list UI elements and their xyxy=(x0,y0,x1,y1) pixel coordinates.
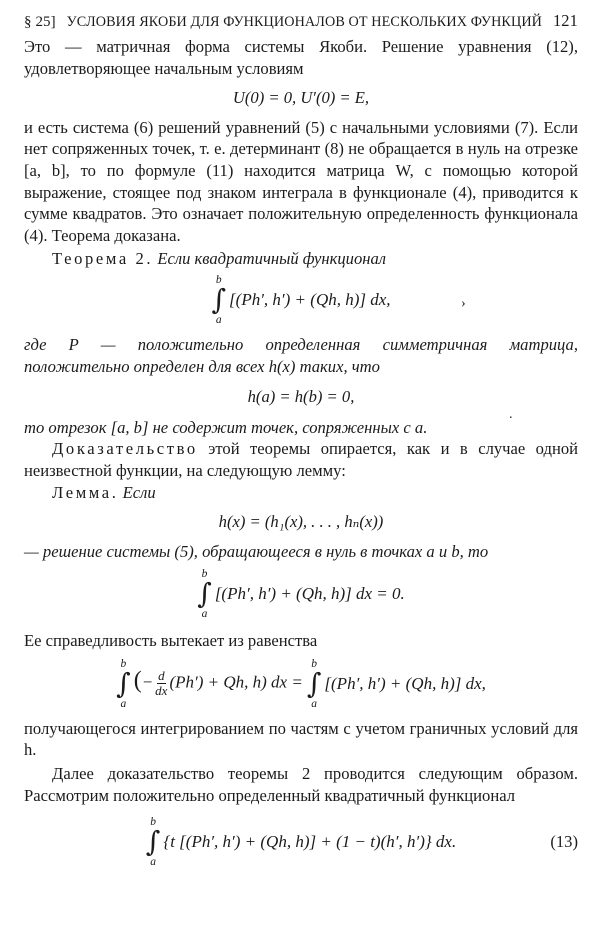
paragraph-3: где P — положительно определенная симметричная матрица, положительно определен для всех h(x) таких, что xyxy=(24,334,578,376)
initial-conditions-formula: U(0) = 0, U′(0) = E, xyxy=(232,88,370,108)
h-vector-formula: h(x) = (h₁(x), . . . , hₙ(x)) xyxy=(218,512,384,532)
paragraph-7: получающегося интегрированием по частям с учетом граничных условий для h. xyxy=(24,718,578,760)
boundary-conditions-formula: h(a) = h(b) = 0, xyxy=(247,387,355,407)
page-number: 121 xyxy=(552,11,578,30)
paragraph-4: то отрезок [a, b] не содержит точек, сопряженных с a. xyxy=(24,417,428,437)
chapter-title: УСЛОВИЯ ЯКОБИ ДЛЯ ФУНКЦИОНАЛОВ ОТ НЕСКОЛЬКИХ ФУНКЦИЙ xyxy=(66,14,543,30)
integrand: [(Ph′, h′) + (Qh, h)] dx = 0. xyxy=(214,584,405,604)
integrand: [(Ph′, h′) + (Qh, h)] dx, xyxy=(229,290,391,310)
integral-sign: b ∫ a xyxy=(211,273,227,326)
paragraph-5: — решение системы (5), обращающееся в нуль в точках a и b, то xyxy=(24,541,489,561)
paragraph-1: Это — матричная форма системы Якоби. Решение уравнения (12), удовлетворяющее начальным условиям xyxy=(24,37,578,78)
lemma-text: Если xyxy=(122,482,156,502)
running-header xyxy=(24,10,578,36)
lemma xyxy=(24,482,578,504)
integrand-right: [(Ph′, h′) + (Qh, h)] dx, xyxy=(324,674,486,694)
proof-paragraph xyxy=(24,438,578,481)
functional-13 xyxy=(24,816,578,868)
integrand: {t [(Ph′, h′) + (Qh, h)] + (1 − t)(h′, h′)} dx. xyxy=(163,832,457,852)
equation-number: (13) xyxy=(550,832,578,852)
paragraph-6: Ее справедливость вытекает из равенства xyxy=(24,631,318,651)
proof-label: Доказательство xyxy=(52,439,198,459)
stray-mark: › xyxy=(461,296,466,311)
paragraph-2: и есть система (6) решений уравнений (5) с начальными условиями (7). Если нет сопряженных точек, т. е. детерминант (8) не обращается в нуль на отрезке [a, b], то по формуле (11) находится матрица W, с помощью которой выражение, стоящее под знаком интеграла в функционале (4), приводится к сумме квадратов. Это означает положительную определенность функционала (4). Теорема доказана. xyxy=(24,117,578,245)
integrand-left: (− $\frac{d}{dx}$ (Ph′) + Qh, h) dx = xyxy=(133,667,303,699)
integration-by-parts-formula xyxy=(24,658,578,710)
integral-sign: b ∫ a xyxy=(116,657,131,710)
proof-text: этой теоремы опирается, как и в случае одной неизвестной функции, на следующую лемму: xyxy=(24,439,578,480)
theorem-label: Теорема 2. xyxy=(52,249,154,269)
integral-sign: b ∫ a xyxy=(306,657,322,710)
theorem-2 xyxy=(24,248,578,270)
paragraph-8: Далее доказательство теоремы 2 проводится следующим образом. Рассмотрим положительно определенный квадратичный функционал xyxy=(24,764,578,805)
integral-sign: b ∫ a xyxy=(197,568,212,621)
integral-zero xyxy=(24,568,578,620)
stray-dot: . xyxy=(509,407,513,422)
derivative-fraction: $\frac{d}{dx}$ xyxy=(155,668,168,699)
integral-functional xyxy=(24,274,578,326)
section-mark: § 25] xyxy=(24,14,56,30)
integral-sign: b ∫ a xyxy=(145,816,161,869)
lemma-label: Лемма. xyxy=(52,482,119,502)
theorem-text: Если квадратичный функционал xyxy=(157,249,387,269)
